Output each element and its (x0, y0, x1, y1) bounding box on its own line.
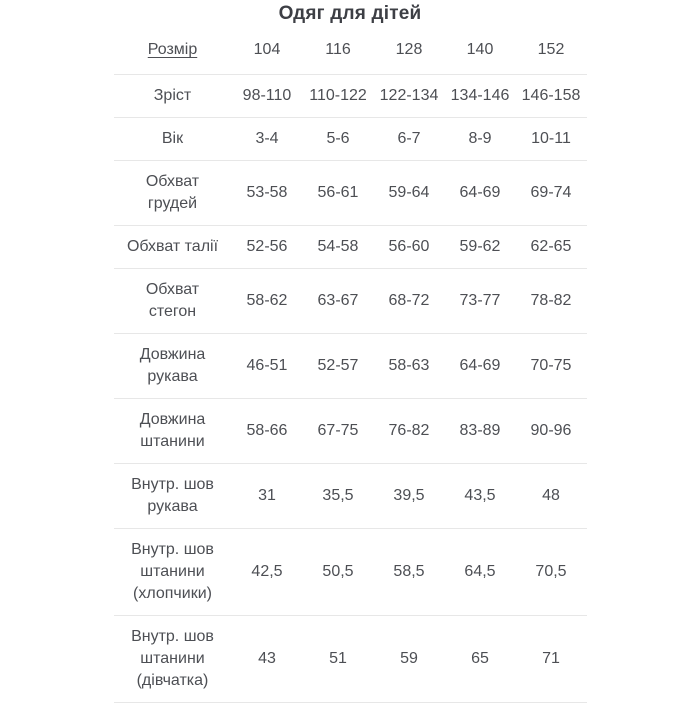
row-label-line: (хлопчики) (133, 585, 212, 602)
cell-value: 53-58 (232, 161, 303, 226)
row-label (114, 464, 232, 529)
table-row-age (114, 118, 587, 161)
cell-value: 70-75 (516, 334, 587, 399)
size-header-label (114, 34, 232, 75)
table-header-row (114, 34, 587, 75)
row-label-line: Зріст (153, 87, 192, 104)
cell-value: 59-62 (445, 226, 516, 269)
cell-value: 51 (303, 616, 374, 703)
size-header-text: Розмір (147, 41, 198, 58)
row-label-line: штанини (140, 563, 205, 580)
row-label (114, 75, 232, 118)
cell-value: 52-56 (232, 226, 303, 269)
row-label-line: Довжина (139, 411, 206, 428)
row-label-line: Внутр. шов (131, 628, 214, 645)
cell-value: 35,5 (303, 464, 374, 529)
cell-value: 71 (516, 616, 587, 703)
row-label-line: рукава (147, 368, 198, 385)
table-row-pant-inseam-boys (114, 529, 587, 616)
cell-value: 65 (445, 616, 516, 703)
cell-value: 43 (232, 616, 303, 703)
cell-value: 134-146 (445, 75, 516, 118)
cell-value: 146-158 (516, 75, 587, 118)
table-row-chest (114, 161, 587, 226)
cell-value: 56-61 (303, 161, 374, 226)
cell-value: 3-4 (232, 118, 303, 161)
cell-value: 90-96 (516, 399, 587, 464)
row-label-line: Обхват талії (126, 238, 219, 255)
cell-value: 62-65 (516, 226, 587, 269)
row-label-line: стегон (148, 303, 197, 320)
size-column-116: 116 (303, 34, 374, 75)
cell-value: 46-51 (232, 334, 303, 399)
cell-value: 58-63 (374, 334, 445, 399)
row-label-line: Обхват (145, 173, 200, 190)
cell-value: 5-6 (303, 118, 374, 161)
cell-value: 78-82 (516, 269, 587, 334)
row-label-line: штанини (140, 433, 205, 450)
table-row-hips (114, 269, 587, 334)
row-label (114, 616, 232, 703)
cell-value: 58-62 (232, 269, 303, 334)
row-label (114, 399, 232, 464)
cell-value: 50,5 (303, 529, 374, 616)
cell-value: 43,5 (445, 464, 516, 529)
table-row-sleeve-length (114, 334, 587, 399)
cell-value: 10-11 (516, 118, 587, 161)
cell-value: 73-77 (445, 269, 516, 334)
cell-value: 68-72 (374, 269, 445, 334)
row-label-line: штанини (140, 650, 205, 667)
cell-value: 59 (374, 616, 445, 703)
cell-value: 122-134 (374, 75, 445, 118)
size-column-104: 104 (232, 34, 303, 75)
row-label (114, 118, 232, 161)
row-label-line: Довжина (139, 346, 206, 363)
cell-value: 64,5 (445, 529, 516, 616)
row-label (114, 269, 232, 334)
cell-value: 59-64 (374, 161, 445, 226)
row-label-line: Внутр. шов (131, 541, 214, 558)
table-row-height (114, 75, 587, 118)
table-row-waist (114, 226, 587, 269)
cell-value: 83-89 (445, 399, 516, 464)
row-label (114, 334, 232, 399)
cell-value: 39,5 (374, 464, 445, 529)
cell-value: 110-122 (303, 75, 374, 118)
table-row-pant-length (114, 399, 587, 464)
row-label (114, 161, 232, 226)
row-label-line: грудей (147, 195, 198, 212)
cell-value: 56-60 (374, 226, 445, 269)
row-label-line: Обхват (145, 281, 200, 298)
cell-value: 67-75 (303, 399, 374, 464)
cell-value: 42,5 (232, 529, 303, 616)
cell-value: 70,5 (516, 529, 587, 616)
row-label (114, 226, 232, 269)
size-table (114, 34, 587, 703)
cell-value: 54-58 (303, 226, 374, 269)
row-label (114, 529, 232, 616)
cell-value: 64-69 (445, 334, 516, 399)
cell-value: 58,5 (374, 529, 445, 616)
cell-value: 52-57 (303, 334, 374, 399)
cell-value: 69-74 (516, 161, 587, 226)
page-title: Одяг для дітей (278, 3, 422, 24)
cell-value: 31 (232, 464, 303, 529)
row-label-line: Внутр. шов (131, 476, 214, 493)
cell-value: 64-69 (445, 161, 516, 226)
row-label-line: (дівчатка) (136, 672, 209, 689)
size-column-140: 140 (445, 34, 516, 75)
cell-value: 58-66 (232, 399, 303, 464)
cell-value: 48 (516, 464, 587, 529)
cell-value: 6-7 (374, 118, 445, 161)
table-row-sleeve-inseam (114, 464, 587, 529)
cell-value: 63-67 (303, 269, 374, 334)
cell-value: 76-82 (374, 399, 445, 464)
row-label-line: Вік (161, 130, 184, 147)
row-label-line: рукава (147, 498, 198, 515)
size-column-128: 128 (374, 34, 445, 75)
table-row-pant-inseam-girls (114, 616, 587, 703)
cell-value: 98-110 (232, 75, 303, 118)
size-column-152: 152 (516, 34, 587, 75)
cell-value: 8-9 (445, 118, 516, 161)
